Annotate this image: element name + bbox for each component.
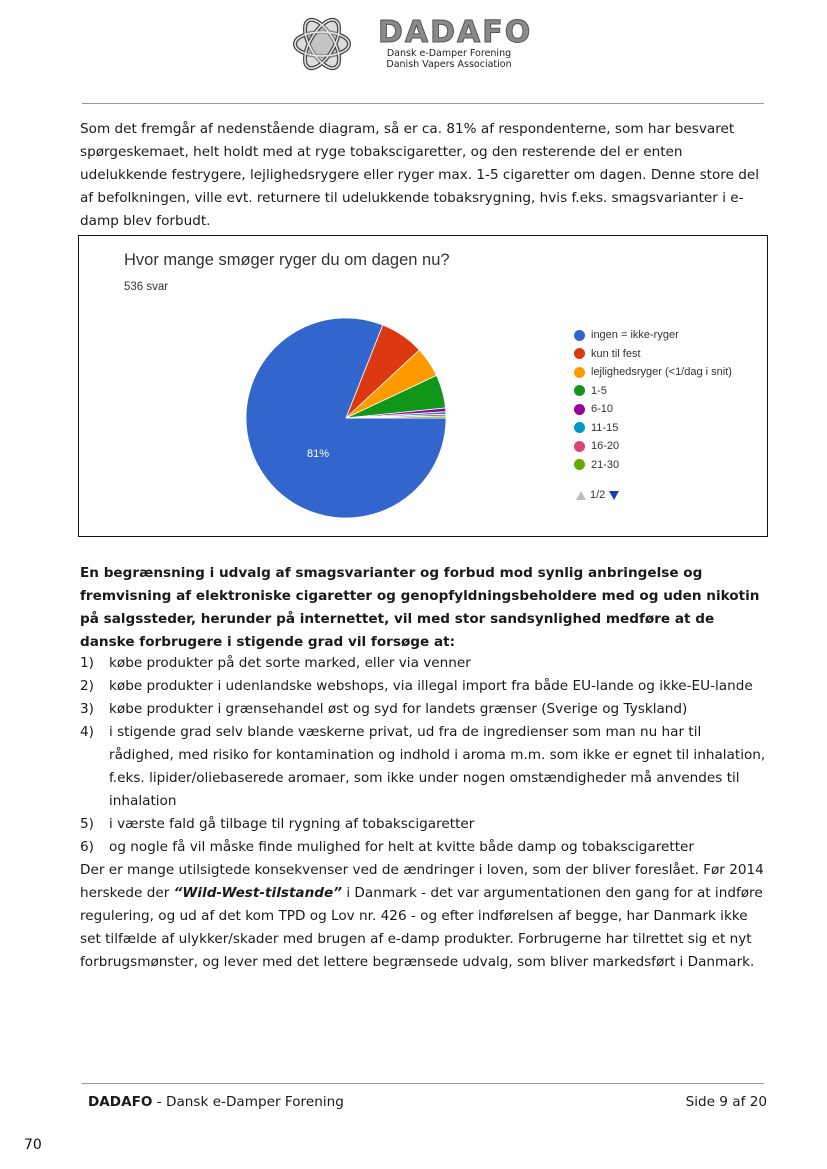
legend-label: 1-5 bbox=[591, 384, 607, 397]
bold-heading: En begrænsning i udvalg af smagsvarianter og forbud mod synlig anbringelse og fremvisning af elektroniske cigaretter og genopfyldningsbeholdere med og uden nikotin på salgssteder, herunder på internettet, vil med stor sandsynlighed medføre at de danske forbrugere i stigende grad vil forsøge at: bbox=[80, 565, 760, 650]
brand-subtitle-2: Danish Vapers Association bbox=[386, 59, 512, 70]
chart-legend bbox=[574, 326, 732, 474]
legend-label: 16-20 bbox=[591, 440, 620, 453]
legend-label: kun til fest bbox=[591, 347, 641, 360]
list-item-number: 1) bbox=[80, 655, 94, 671]
header-divider bbox=[82, 103, 764, 104]
list-item-number: 4) bbox=[80, 724, 94, 740]
legend-page-indicator: 1/2 bbox=[590, 489, 606, 501]
list-item bbox=[80, 698, 770, 721]
brand-logo bbox=[378, 15, 533, 70]
list-item bbox=[80, 652, 770, 675]
list-item-text: og nogle få vil måske finde mulighed for helt at kvitte både damp og tobakscigaretter bbox=[109, 839, 694, 855]
page-number: 70 bbox=[24, 1137, 42, 1153]
legend-next-icon[interactable] bbox=[609, 491, 619, 500]
legend-item bbox=[574, 382, 732, 401]
legend-swatch-icon bbox=[574, 367, 585, 378]
legend-swatch-icon bbox=[574, 385, 585, 396]
brand-subtitle-1: Dansk e-Damper Forening bbox=[386, 48, 512, 59]
list-item-number: 2) bbox=[80, 678, 94, 694]
chart-title: Hvor mange smøger ryger du om dagen nu? bbox=[124, 251, 450, 269]
list-item bbox=[80, 675, 770, 698]
closing-paragraph bbox=[80, 859, 770, 974]
list-item-number: 6) bbox=[80, 839, 94, 855]
list-item-text: i værste fald gå tilbage til rygning af tobakscigaretter bbox=[109, 816, 475, 832]
brand-name: DADAFO bbox=[378, 15, 533, 50]
list-item-text: købe produkter i grænsehandel øst og syd for landets grænser (Sverige og Tyskland) bbox=[109, 701, 688, 717]
legend-label: lejlighedsryger (<1/dag i snit) bbox=[591, 366, 732, 379]
intro-paragraph: Som det fremgår af nedenstående diagram, så er ca. 81% af respondenterne, som har besvaret spørgeskemaet, helt holdt med at ryge tobakscigaretter, og den resterende del er enten udelukkende festrygere, lejlighedsrygere eller ryger max. 1-5 cigaretter om dagen. Denne store del af befolkningen, ville evt. returnere til udelukkende tobaksrygning, hvis f.eks. smagsvarianter i e-damp blev forbudt. bbox=[80, 121, 760, 229]
legend-pager[interactable] bbox=[576, 489, 619, 501]
closing-text-1: Der er mange utilsigtede konsekvenser ved de ændringer i loven, som der bliver foreslået. Før 2014 herskede der bbox=[80, 862, 764, 901]
list-item-number: 3) bbox=[80, 701, 94, 717]
legend-item bbox=[574, 419, 732, 438]
legend-label: 21-30 bbox=[591, 458, 620, 471]
legend-item bbox=[574, 400, 732, 419]
footer-org-bold: DADAFO bbox=[88, 1094, 153, 1110]
legend-item bbox=[574, 326, 732, 345]
chart-response-count: 536 svar bbox=[124, 281, 169, 293]
footer-org-rest: - Dansk e-Damper Forening bbox=[152, 1094, 344, 1110]
list-item bbox=[80, 836, 770, 859]
closing-emphasis: “Wild-West-tilstande” bbox=[173, 885, 342, 901]
slice-label-81: 81% bbox=[307, 448, 330, 460]
pie-chart bbox=[240, 318, 460, 518]
footer-page: Side 9 af 20 bbox=[685, 1094, 767, 1110]
legend-item bbox=[574, 456, 732, 475]
footer-divider bbox=[82, 1083, 764, 1084]
list-item-text: i stigende grad selv blande væskerne privat, ud fra de ingredienser som man nu har til rådighed, med risiko for kontamination og indhold i aroma m.m. som ikke er egnet til inhalation, f.eks. lipider/oliebaserede aromaer, som ikke under nogen omstændigheder må anvendes til inhalation bbox=[109, 724, 766, 809]
list-item-text: købe produkter på det sorte marked, eller via venner bbox=[109, 655, 471, 671]
consequence-list bbox=[80, 652, 770, 859]
list-item bbox=[80, 721, 770, 813]
legend-swatch-icon bbox=[574, 459, 585, 470]
legend-item bbox=[574, 345, 732, 364]
logo-knot-icon bbox=[290, 12, 354, 76]
closing-text-2: i Danmark - det var argumentationen den gang for at indføre regulering, og ud af det kom TPD og Lov nr. 426 - og efter indførelsen af begge, har Danmark ikke set tilfælde af ulykker/skader med brugen af e-damp produkter. Forbrugerne har tilrettet sig et nyt forbrugsmønster, og lever med det lettere begrænsede udvalg, som bliver markedsført i Danmark. bbox=[80, 885, 763, 970]
list-item bbox=[80, 813, 770, 836]
legend-item bbox=[574, 363, 732, 382]
list-item-text: købe produkter i udenlandske webshops, via illegal import fra både EU-lande og ikke-EU-lande bbox=[109, 678, 753, 694]
legend-label: 11-15 bbox=[591, 421, 619, 434]
legend-item bbox=[574, 437, 732, 456]
legend-prev-icon[interactable] bbox=[576, 491, 586, 500]
legend-label: 6-10 bbox=[591, 403, 614, 416]
legend-swatch-icon bbox=[574, 348, 585, 359]
footer-org bbox=[88, 1094, 344, 1110]
legend-swatch-icon bbox=[574, 404, 585, 415]
legend-swatch-icon bbox=[574, 441, 585, 452]
list-item-number: 5) bbox=[80, 816, 94, 832]
legend-swatch-icon bbox=[574, 330, 585, 341]
legend-swatch-icon bbox=[574, 422, 585, 433]
pie-slices bbox=[246, 318, 446, 518]
legend-label: ingen = ikke-ryger bbox=[591, 329, 679, 342]
